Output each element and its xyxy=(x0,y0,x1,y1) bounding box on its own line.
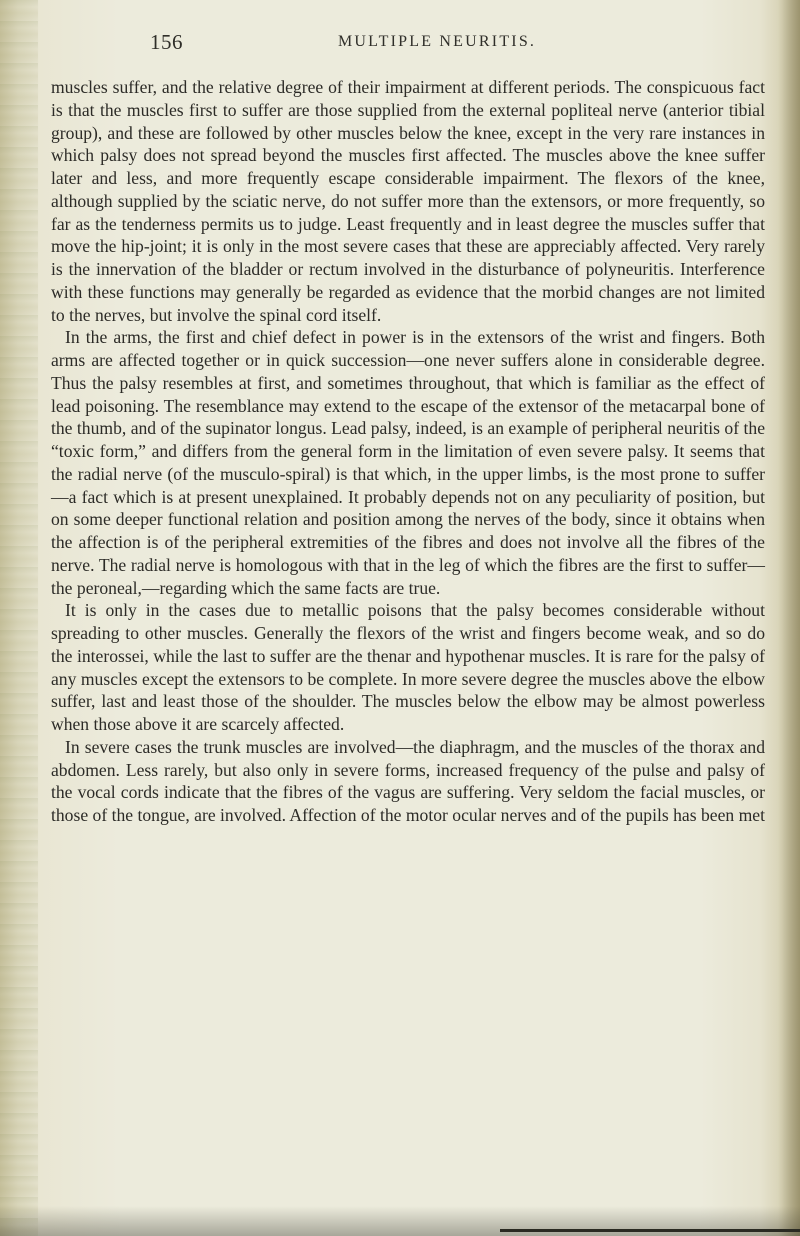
paragraph: It is only in the cases due to metallic poisons that the palsy becomes considerable without spreading to other muscles. Generally the flexors of the wrist and fingers become weak, and so do the interossei, while the last to suffer are the thenar and hypothenar muscles. It is rare for the palsy of any muscles except the extensors to be complete. In more severe degree the muscles above the elbow suffer, last and least those of the shoulder. The muscles below the elbow may be almost powerless when those above it are scarcely affected. xyxy=(51,600,765,734)
running-head: MULTIPLE NEURITIS. xyxy=(338,33,537,50)
body-text xyxy=(51,76,765,827)
page-header xyxy=(0,0,800,60)
page-number: 156 xyxy=(150,30,183,54)
page-left-edge xyxy=(0,0,38,1236)
paragraph: In severe cases the trunk muscles are involved—the diaphragm, and the muscles of the thorax and abdomen. Less rarely, but also only in severe forms, increased frequency of the pulse and palsy of the vocal cords indicate that the fibres of the vagus are suffering. Very seldom the facial muscles, or those of the tongue, are involved. Affection of the motor ocular nerves and of the pupils has been met xyxy=(51,736,765,825)
page-bottom-rule xyxy=(500,1229,800,1232)
paragraph-continued: muscles suffer, and the relative degree of their impairment at different periods. The conspicuous fact is that the muscles first to suffer are those supplied from the external popliteal nerve (anterior tibial group), and these are followed by other muscles below the knee, except in the very rare instances in which palsy does not spread beyond the muscles first affected. The muscles above the knee suffer later and less, and more frequently escape considerable impairment. The flexors of the knee, although supplied by the sciatic nerve, do not suffer more than the extensors, or more frequently, so far as the tenderness permits us to judge. Least frequently and in least degree the muscles suffer that move the hip-joint; it is only in the most severe cases that these are appreciably affected. Very rarely is the innervation of the bladder or rectum involved in the disturbance of polyneuritis. Interference with these functions may generally be regarded as evidence that the morbid changes are not limited to the nerves, but involve the spinal cord itself. xyxy=(51,77,765,325)
page-right-edge xyxy=(778,0,800,1236)
paragraph: In the arms, the first and chief defect in power is in the extensors of the wrist and fingers. Both arms are affected together or in quick succession—one never suffers alone in considerable degree. Thus the palsy resembles at first, and sometimes throughout, that which is familiar as the effect of lead poisoning. The resemblance may extend to the escape of the extensor of the metacarpal bone of the thumb, and of the supinator longus. Lead palsy, indeed, is an example of peripheral neuritis of the “toxic form,” and differs from the general form in the limitation of even severe palsy. It seems that the radial nerve (of the musculo-spiral) is that which, in the upper limbs, is the most prone to suffer—a fact which is at present unexplained. It probably depends not on any peculiarity of position, but on some deeper functional relation and position among the nerves of the body, since it obtains when the affection is of the peripheral extremities of the fibres and does not involve all the fibres of the nerve. The radial nerve is homologous with that in the leg of which the fibres are the first to suffer—the peroneal,—regarding which the same facts are true. xyxy=(51,327,765,598)
